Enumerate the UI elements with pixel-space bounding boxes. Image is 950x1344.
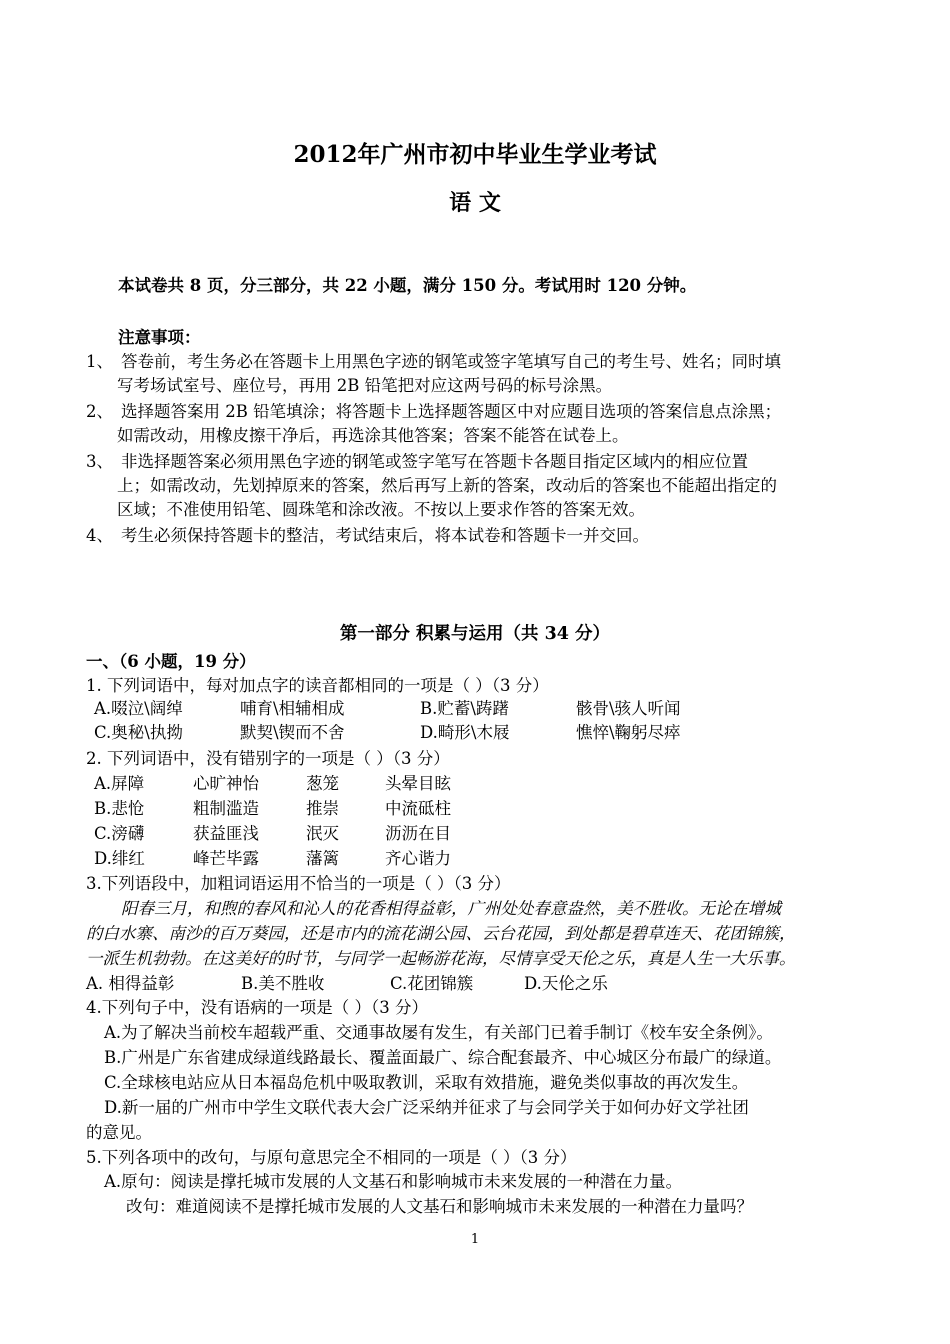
note-line: 考生必须保持答题卡的整洁，考试结束后，将本试卷和答题卡一并交回。 [121, 526, 649, 545]
exam-title: 2012年广州市初中毕业生学业考试 [293, 141, 657, 168]
q2-cell: 泯灭 [306, 824, 339, 843]
q2-cell: 葱笼 [306, 774, 339, 793]
q2-cell: 藩篱 [306, 849, 339, 868]
q2-cell: 沥沥在目 [385, 824, 451, 843]
subject-title: 语 文 [449, 190, 501, 216]
question-1-stem: 1. 下列词语中，每对加点字的读音都相同的一项是（ ）（3 分） [86, 676, 549, 695]
q2-cell: 峰芒毕露 [193, 849, 259, 868]
q2-cell: 推崇 [306, 799, 339, 818]
q2-cell: 粗制滥造 [193, 799, 259, 818]
notes-heading: 注意事项： [118, 328, 201, 347]
q1-option-b1: B.贮蓄\踌躇 [420, 699, 509, 718]
q1-option-b2: 骸骨\骇人听闻 [576, 699, 681, 718]
q2-cell: D.绯红 [94, 849, 145, 868]
note-line: 答卷前，考生务必在答题卡上用黑色字迹的钢笔或签字笔填写自己的考生号、姓名；同时填 [121, 352, 781, 371]
q3-option-a: A. 相得益彰 [86, 974, 175, 993]
part-heading: 第一部分 积累与运用（共 34 分） [339, 624, 611, 644]
q3-option-b: B.美不胜收 [241, 974, 325, 993]
note-number: 2、 [86, 402, 113, 421]
note-line: 区域；不准使用铅笔、圆珠笔和涂改液。不按以上要求作答的答案无效。 [117, 500, 645, 519]
q3-passage-line: 一派生机勃勃。在这美好的时节，与同学一起畅游花海，尽情享受天伦之乐，真是人生一大乐事。 [86, 949, 796, 968]
note-line: 选择题答案用 2B 铅笔填涂；将答题卡上选择题答题区中对应题目选项的答案信息点涂黑； [121, 402, 782, 421]
q1-option-d1: D.畸形\木屐 [420, 723, 510, 742]
q1-option-d2: 憔悴\鞠躬尽瘁 [576, 723, 681, 742]
q2-cell: 头晕目眩 [385, 774, 451, 793]
q2-cell: 中流砥柱 [385, 799, 451, 818]
q1-option-a1: A.啜泣\阔绰 [94, 699, 183, 718]
note-number: 4、 [86, 526, 113, 545]
q5-option-a-modified: 改句：难道阅读不是撑托城市发展的人文基石和影响城市未来发展的一种潜在力量吗？ [126, 1197, 753, 1216]
question-3-stem: 3.下列语段中，加粗词语运用不恰当的一项是（ ）（3 分） [86, 874, 511, 893]
q4-option-a: A.为了解决当前校车超载严重、交通事故屡有发生，有关部门已着手制订《校车安全条例》。 [104, 1023, 773, 1042]
note-line: 上；如需改动，先划掉原来的答案，然后再写上新的答案，改动后的答案也不能超出指定的 [117, 476, 777, 495]
q4-option-c: C.全球核电站应从日本福岛危机中吸取教训，采取有效措施，避免类似事故的再次发生。 [104, 1073, 749, 1092]
page-number: 1 [470, 1232, 480, 1247]
q2-cell: A.屏障 [94, 774, 145, 793]
exam-info: 本试卷共 8 页，分三部分，共 22 小题，满分 150 分。考试用时 120 分钟。 [118, 276, 697, 295]
section-heading: 一、（6 小题，19 分） [86, 652, 256, 671]
note-line: 非选择题答案必须用黑色字迹的钢笔或签字笔写在答题卡各题目指定区域内的相应位置 [121, 452, 748, 471]
question-4-stem: 4.下列句子中，没有语病的一项是（ ）（3 分） [86, 998, 428, 1017]
note-number: 3、 [86, 452, 113, 471]
q1-option-c1: C.奥秘\执拗 [94, 723, 183, 742]
q2-cell: C.滂礴 [94, 824, 145, 843]
q2-cell: 心旷神怡 [193, 774, 259, 793]
q3-passage-line: 阳春三月，和煦的春风和沁人的花香相得益彰，广州处处春意盎然，美不胜收。无论在增城 [121, 899, 781, 918]
q4-option-d-cont: 的意见。 [86, 1123, 152, 1142]
q3-option-d: D.天伦之乐 [524, 974, 608, 993]
q1-option-a2: 哺育\相辅相成 [240, 699, 345, 718]
q4-option-b: B.广州是广东省建成绿道线路最长、覆盖面最广、综合配套最齐、中心城区分布最广的绿道。 [104, 1048, 782, 1067]
q3-option-c: C.花团锦簇 [390, 974, 474, 993]
q3-passage-line: 的白水寨、南沙的百万葵园，还是市内的流花湖公园、云台花园，到处都是碧草连天、花团锦簇， [86, 924, 796, 943]
note-line: 如需改动，用橡皮擦干净后，再选涂其他答案；答案不能答在试卷上。 [117, 426, 629, 445]
q4-option-d: D.新一届的广州市中学生文联代表大会广泛采纳并征求了与会同学关于如何办好文学社团 [104, 1098, 749, 1117]
note-number: 1、 [86, 352, 113, 371]
q2-cell: 获益匪浅 [193, 824, 259, 843]
q2-cell: B.悲怆 [94, 799, 145, 818]
question-5-stem: 5.下列各项中的改句，与原句意思完全不相同的一项是（ ）（3 分） [86, 1148, 577, 1167]
q5-option-a-original: A.原句：阅读是撑托城市发展的人文基石和影响城市未来发展的一种潜在力量。 [104, 1172, 683, 1191]
q1-option-c2: 默契\锲而不舍 [240, 723, 345, 742]
q2-cell: 齐心谐力 [385, 849, 451, 868]
question-2-stem: 2. 下列词语中，没有错别字的一项是（ ）（3 分） [86, 749, 450, 768]
note-line: 写考场试室号、座位号，再用 2B 铅笔把对应这两号码的标号涂黑。 [117, 376, 613, 395]
